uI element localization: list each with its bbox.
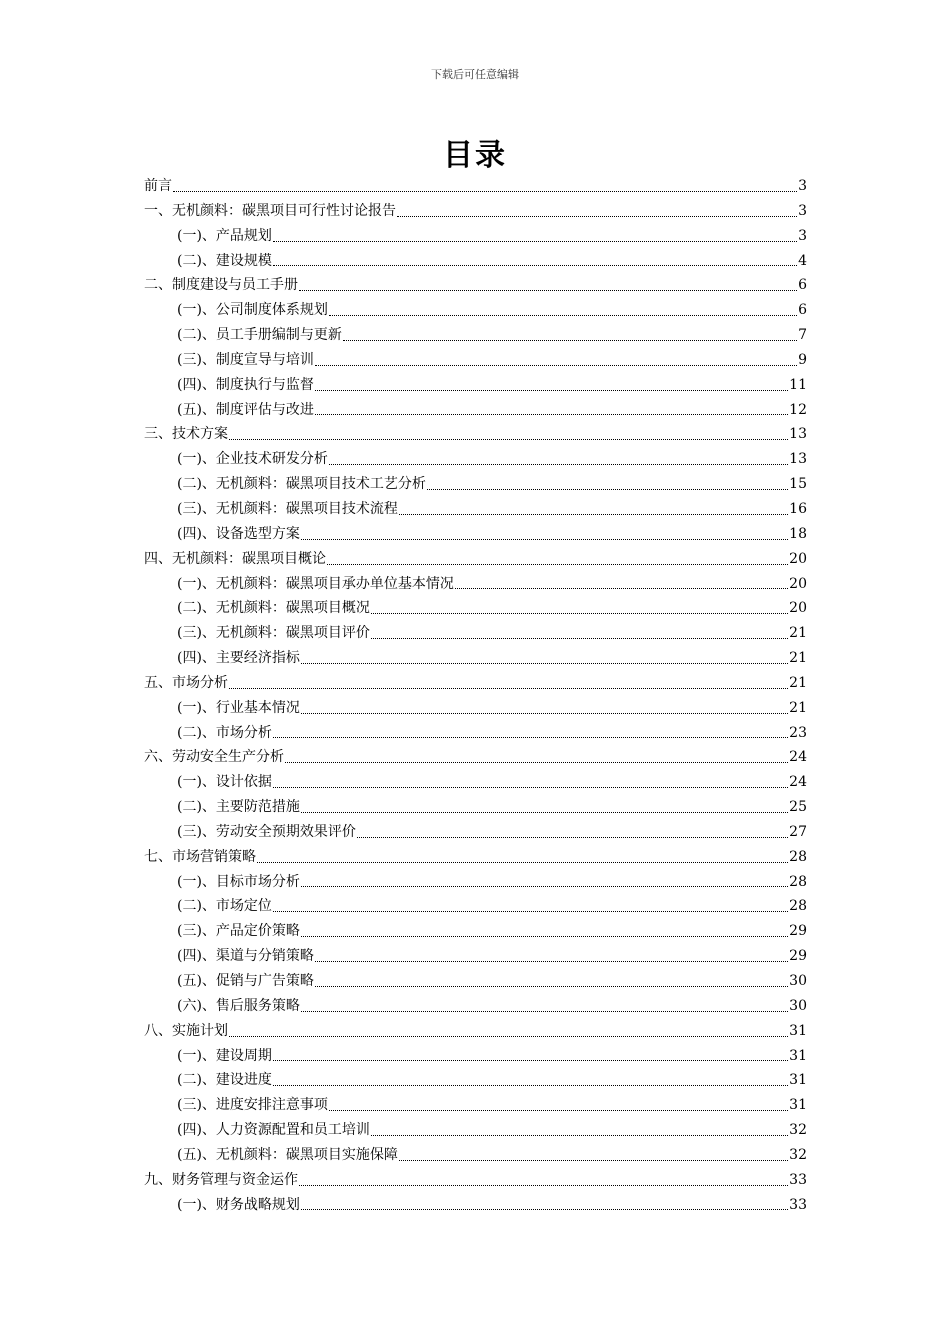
toc-dot-leader — [315, 373, 788, 398]
toc-section-entry[interactable] — [144, 373, 807, 398]
toc-section-entry[interactable] — [144, 944, 807, 969]
toc-dot-leader — [455, 572, 788, 597]
toc-entry-title: 七、市场营销策略 — [144, 848, 256, 865]
toc-dot-leader — [273, 1068, 788, 1093]
toc-section-entry[interactable] — [144, 1143, 807, 1168]
toc-chapter-entry[interactable] — [144, 745, 807, 770]
toc-section-entry[interactable] — [144, 298, 807, 323]
toc-entry-title: (四)、制度执行与监督 — [177, 376, 314, 393]
toc-entry-title: (一)、目标市场分析 — [177, 873, 300, 890]
toc-entry-title: (一)、产品规划 — [177, 227, 272, 244]
toc-entry-title: (二)、无机颜料：碳黑项目技术工艺分析 — [177, 476, 426, 493]
toc-entry-title: (四)、渠道与分销策略 — [177, 948, 314, 965]
toc-entry-title: (三)、制度宣导与培训 — [177, 351, 314, 368]
toc-chapter-entry[interactable] — [144, 422, 807, 447]
toc-dot-leader — [273, 1044, 788, 1069]
toc-entry-title: (四)、主要经济指标 — [177, 650, 300, 667]
toc-section-entry[interactable] — [144, 770, 807, 795]
toc-dot-leader — [315, 969, 788, 994]
toc-dot-leader — [273, 770, 788, 795]
toc-section-entry[interactable] — [144, 447, 807, 472]
toc-entry-title: (三)、产品定价策略 — [177, 923, 300, 940]
toc-entry-title: (二)、建设规模 — [177, 252, 272, 269]
toc-page-number: 9 — [798, 351, 807, 368]
toc-dot-leader — [371, 596, 788, 621]
toc-section-entry[interactable] — [144, 969, 807, 994]
toc-entry-title: (一)、无机颜料：碳黑项目承办单位基本情况 — [177, 575, 454, 592]
toc-page-number: 28 — [789, 873, 807, 890]
toc-section-entry[interactable] — [144, 522, 807, 547]
toc-page-number: 21 — [789, 650, 807, 667]
toc-page-number: 6 — [798, 302, 807, 319]
toc-dot-leader — [315, 944, 788, 969]
toc-entry-title: (二)、市场分析 — [177, 724, 272, 741]
toc-entry-title: 九、财务管理与资金运作 — [144, 1171, 298, 1188]
toc-section-entry[interactable] — [144, 1193, 807, 1218]
toc-entry-title: (二)、主要防范措施 — [177, 799, 300, 816]
toc-dot-leader — [329, 1093, 788, 1118]
toc-section-entry[interactable] — [144, 398, 807, 423]
toc-section-entry[interactable] — [144, 249, 807, 274]
toc-page-number: 28 — [789, 848, 807, 865]
toc-entry-title: (一)、建设周期 — [177, 1047, 272, 1064]
toc-page-number: 4 — [798, 252, 807, 269]
toc-page-number: 11 — [789, 376, 807, 393]
toc-entry-title: (一)、企业技术研发分析 — [177, 451, 328, 468]
toc-page-number: 31 — [789, 1097, 807, 1114]
toc-section-entry[interactable] — [144, 820, 807, 845]
toc-page-number: 20 — [789, 550, 807, 567]
toc-entry-title: (一)、设计依据 — [177, 774, 272, 791]
toc-entry-title: (二)、无机颜料：碳黑项目概况 — [177, 600, 370, 617]
toc-section-entry[interactable] — [144, 497, 807, 522]
toc-page-number: 21 — [789, 625, 807, 642]
toc-page-number: 21 — [789, 699, 807, 716]
toc-chapter-entry[interactable] — [144, 671, 807, 696]
toc-page-number: 30 — [789, 973, 807, 989]
toc-section-entry[interactable] — [144, 919, 807, 944]
toc-entry-title: (四)、人力资源配置和员工培训 — [177, 1122, 370, 1139]
toc-page-number: 21 — [789, 674, 807, 691]
toc-dot-leader — [329, 447, 788, 472]
toc-section-entry[interactable] — [144, 224, 807, 249]
toc-page-number: 29 — [789, 948, 807, 965]
toc-chapter-entry[interactable] — [144, 547, 807, 572]
toc-dot-leader — [315, 398, 788, 423]
toc-dot-leader — [229, 671, 788, 696]
toc-page-number: 20 — [789, 600, 807, 617]
toc-page-number: 33 — [789, 1196, 807, 1213]
toc-page-number: 12 — [789, 401, 807, 418]
toc-entry-title: 六、劳动安全生产分析 — [144, 749, 284, 766]
toc-dot-leader — [399, 497, 788, 522]
toc-dot-leader — [357, 820, 788, 845]
toc-section-entry[interactable] — [144, 894, 807, 919]
toc-entry-title: (二)、市场定位 — [177, 898, 272, 915]
toc-entry-title: 五、市场分析 — [144, 674, 228, 691]
toc-dot-leader — [301, 994, 788, 1019]
toc-page-number: 3 — [798, 202, 807, 219]
toc-entry-title: (五)、无机颜料：碳黑项目实施保障 — [177, 1146, 398, 1163]
toc-dot-leader — [371, 1118, 788, 1143]
toc-entry-title: 八、实施计划 — [144, 1022, 228, 1039]
toc-entry-title: 一、无机颜料：碳黑项目可行性讨论报告 — [144, 202, 396, 219]
toc-section-entry[interactable] — [144, 646, 807, 671]
toc-section-entry[interactable] — [144, 696, 807, 721]
toc-entry-title: (三)、无机颜料：碳黑项目评价 — [177, 625, 370, 642]
toc-entry-title: (五)、制度评估与改进 — [177, 401, 314, 418]
toc-dot-leader — [273, 249, 797, 274]
toc-section-entry[interactable] — [144, 1118, 807, 1143]
toc-dot-leader — [299, 273, 797, 298]
toc-page-number: 28 — [789, 898, 807, 915]
toc-page-number: 32 — [789, 1122, 807, 1139]
toc-dot-leader — [301, 795, 788, 820]
toc-entry-title: (一)、财务战略规划 — [177, 1196, 300, 1213]
toc-dot-leader — [301, 696, 788, 721]
toc-page-number: 3 — [798, 178, 807, 194]
toc-page-number: 29 — [789, 923, 807, 940]
toc-dot-leader — [329, 298, 797, 323]
toc-chapter-entry[interactable] — [144, 174, 807, 199]
toc-section-entry[interactable] — [144, 621, 807, 646]
toc-entry-title: (三)、无机颜料：碳黑项目技术流程 — [177, 500, 398, 517]
toc-page-number: 31 — [789, 1047, 807, 1064]
toc-section-entry[interactable] — [144, 348, 807, 373]
toc-chapter-entry[interactable] — [144, 273, 807, 298]
toc-title: 目录 — [443, 138, 507, 173]
toc-dot-leader — [301, 646, 788, 671]
toc-page-number: 30 — [789, 997, 807, 1014]
toc-page-number: 23 — [789, 724, 807, 741]
toc-page-number: 20 — [789, 575, 807, 592]
toc-dot-leader — [273, 721, 788, 746]
toc-dot-leader — [301, 1193, 788, 1218]
page-header: 下载后可任意编辑 — [431, 68, 519, 81]
toc-page-number: 31 — [789, 1072, 807, 1089]
toc-entry-title: (六)、售后服务策略 — [177, 997, 300, 1014]
toc-entry-title: (一)、公司制度体系规划 — [177, 302, 328, 319]
toc-chapter-entry[interactable] — [144, 1019, 807, 1044]
toc-page-number: 32 — [789, 1146, 807, 1163]
toc-section-entry[interactable] — [144, 596, 807, 621]
toc-dot-leader — [301, 522, 788, 547]
toc-entry-title: (四)、设备选型方案 — [177, 525, 300, 542]
toc-dot-leader — [315, 348, 797, 373]
toc-page-number: 31 — [789, 1022, 807, 1039]
toc-dot-leader — [273, 224, 797, 249]
toc-dot-leader — [173, 174, 797, 199]
toc-page-number: 15 — [789, 476, 807, 493]
toc-page-number: 13 — [789, 451, 807, 468]
toc-page-number: 3 — [798, 227, 807, 244]
toc-list — [144, 174, 807, 1217]
toc-dot-leader — [371, 621, 788, 646]
toc-dot-leader — [299, 1168, 788, 1193]
toc-section-entry[interactable] — [144, 721, 807, 746]
toc-entry-title: (三)、劳动安全预期效果评价 — [177, 823, 356, 840]
toc-entry-title: (二)、建设进度 — [177, 1072, 272, 1089]
toc-dot-leader — [301, 919, 788, 944]
toc-dot-leader — [301, 870, 788, 895]
toc-section-entry[interactable] — [144, 870, 807, 895]
toc-entry-title: (二)、员工手册编制与更新 — [177, 327, 342, 344]
toc-page-number: 16 — [789, 500, 807, 517]
toc-entry-title: 二、制度建设与员工手册 — [144, 277, 298, 294]
toc-entry-title: (三)、进度安排注意事项 — [177, 1097, 328, 1114]
toc-chapter-entry[interactable] — [144, 845, 807, 870]
toc-dot-leader — [285, 745, 788, 770]
toc-chapter-entry[interactable] — [144, 1168, 807, 1193]
toc-dot-leader — [427, 472, 788, 497]
toc-dot-leader — [229, 422, 788, 447]
toc-entry-title: (五)、促销与广告策略 — [177, 973, 314, 989]
toc-dot-leader — [397, 199, 797, 224]
toc-dot-leader — [257, 845, 788, 870]
toc-dot-leader — [343, 323, 797, 348]
toc-page-number: 13 — [789, 426, 807, 443]
toc-section-entry[interactable] — [144, 323, 807, 348]
toc-section-entry[interactable] — [144, 1093, 807, 1118]
toc-section-entry[interactable] — [144, 572, 807, 597]
toc-page-number: 25 — [789, 799, 807, 816]
toc-page-number: 33 — [789, 1171, 807, 1188]
toc-entry-title: 四、无机颜料：碳黑项目概论 — [144, 550, 326, 567]
toc-page-number: 7 — [798, 327, 807, 344]
toc-page-number: 27 — [789, 823, 807, 840]
toc-page-number: 6 — [798, 277, 807, 294]
toc-entry-title: 前言 — [144, 178, 172, 194]
toc-section-entry[interactable] — [144, 795, 807, 820]
toc-entry-title: (一)、行业基本情况 — [177, 699, 300, 716]
toc-chapter-entry[interactable] — [144, 199, 807, 224]
toc-dot-leader — [399, 1143, 788, 1168]
toc-dot-leader — [327, 547, 788, 572]
toc-dot-leader — [273, 894, 788, 919]
toc-entry-title: 三、技术方案 — [144, 426, 228, 443]
toc-page-number: 24 — [789, 774, 807, 791]
toc-dot-leader — [229, 1019, 788, 1044]
toc-section-entry[interactable] — [144, 472, 807, 497]
toc-page-number: 24 — [789, 749, 807, 766]
toc-section-entry[interactable] — [144, 1068, 807, 1093]
toc-page-number: 18 — [789, 525, 807, 542]
toc-section-entry[interactable] — [144, 994, 807, 1019]
toc-section-entry[interactable] — [144, 1044, 807, 1069]
